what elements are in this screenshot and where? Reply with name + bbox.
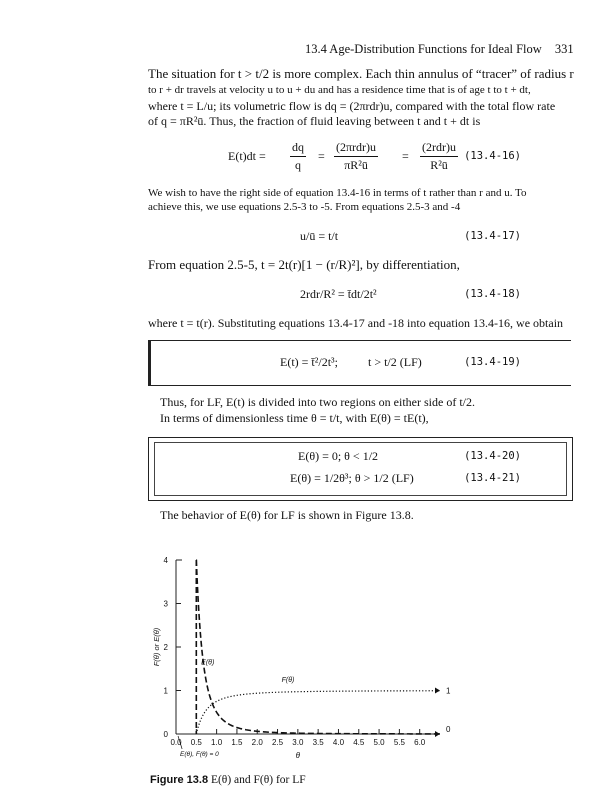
eq19-lhs: E(t) = t̄²/2t³;: [280, 355, 338, 369]
eq18-number: (13.4-18): [464, 288, 521, 300]
x-tick-label: 3.0: [292, 738, 304, 747]
eq17: u/ū = t/t: [300, 229, 339, 243]
x-tick-label: 6.0: [414, 738, 426, 747]
eq16-number: (13.4-16): [464, 150, 521, 162]
e-theta-curve: [196, 560, 440, 734]
y-tick-label: 2: [163, 643, 168, 652]
eq21: E(θ) = 1/2θ³; θ > 1/2 (LF): [290, 471, 414, 485]
eq16-lhs: E(t)dt =: [228, 149, 266, 163]
x-axis-label: θ: [295, 751, 301, 760]
x-tick-label: 0.5: [190, 738, 202, 747]
x-tick-label: 5.5: [393, 738, 405, 747]
eq16-eq2: =: [402, 149, 409, 163]
running-header: [305, 42, 574, 57]
para5-line1: Thus, for LF, E(t) is divided into two regions on either side of t/2.: [160, 395, 475, 409]
eq19-number: (13.4-19): [464, 356, 521, 368]
page-number: 331: [554, 42, 574, 56]
para2-line2: achieve this, we use equations 2.5-3 to -5. From equations 2.5-3 and -4: [148, 201, 461, 213]
eq19-condition: t > t/2 (LF): [368, 355, 422, 369]
e-arrowhead: [435, 731, 440, 737]
eq16-fraction-1: [290, 140, 306, 173]
f-theta-curve: [196, 691, 440, 734]
x-tick-label: 5.0: [373, 738, 385, 747]
para5-line2: In terms of dimensionless time θ = t/t, with E(θ) = tE(t),: [160, 411, 429, 425]
figure-caption-label: Figure 13.8: [150, 774, 209, 786]
x-tick-label: 1.5: [231, 738, 243, 747]
x-tick-label: 4.5: [353, 738, 365, 747]
x-tick-label: 1.0: [211, 738, 223, 747]
f-theta-label: F(θ): [281, 676, 295, 684]
para1-line3: where t = L/u; its volumetric flow is dq = (2πrdr)u, compared with the total flow rate: [148, 99, 556, 113]
eq16-f3-den: R²ū: [430, 158, 448, 172]
para4: where t = t(r). Substituting equations 13.4-17 and -18 into equation 13.4-16, we obtain: [148, 316, 564, 330]
eq16-f2-num: (2πrdr)u: [336, 140, 377, 154]
para2-line1: We wish to have the right side of equation 13.4-16 in terms of t rather than r and u. To: [148, 187, 527, 199]
eq16-fraction-2: [334, 140, 378, 173]
y-tick-label: 0: [163, 730, 168, 739]
eq16-eq: =: [318, 149, 325, 163]
x-tick-label: 4.0: [332, 738, 345, 747]
f-arrowhead: [435, 688, 440, 694]
f-limit-label: 1: [446, 686, 451, 696]
eq16-f1-num: dq: [292, 140, 304, 154]
para6: The behavior of E(θ) for LF is shown in Figure 13.8.: [160, 508, 414, 522]
y-tick-label: 4: [163, 556, 168, 565]
para1-line1: The situation for t > t/2 is more complex. Each thin annulus of “tracer” of radius r: [148, 66, 574, 81]
eq17-number: (13.4-17): [464, 230, 521, 242]
header-section: 13.4 Age-Distribution Functions for Ideal Flow: [305, 42, 542, 56]
eq16-f2-den: πR²ū: [344, 158, 368, 172]
eq16-f1-den: q: [295, 158, 301, 172]
eq16-f3-num: (2rdr)u: [422, 140, 456, 154]
y-tick-label: 1: [163, 686, 168, 696]
eq18: 2rdr/R² = t̄dt/2t²: [300, 287, 377, 301]
y-tick-label: 3: [163, 599, 168, 609]
eq20: E(θ) = 0; θ < 1/2: [298, 449, 379, 463]
e-theta-label: E(θ): [201, 659, 215, 667]
x-tick-label: 2.5: [271, 738, 284, 747]
eq20-21-box: [148, 437, 573, 501]
eq21-number: (13.4-21): [464, 472, 521, 484]
para3: From equation 2.5-5, t = 2t(r)[1 − (r/R)²], by differentiation,: [148, 257, 460, 272]
eq20-number: (13.4-20): [464, 450, 521, 462]
para1-line2: to r + dr travels at velocity u to u + du and has a residence time that is of age t to t + dt,: [148, 84, 531, 96]
figure-caption-text: E(θ) and F(θ) for LF: [208, 774, 306, 786]
eq16-fraction-3: [420, 140, 458, 173]
x-tick-label: 2.0: [251, 738, 263, 747]
figure-13-8-chart: [150, 550, 470, 770]
x-tick-label: 3.5: [312, 738, 324, 747]
zero-region-label: E(θ), F(θ) = 0: [180, 751, 219, 758]
e-limit-label: 0: [446, 725, 451, 734]
x-tick-label: 0.0: [170, 738, 182, 747]
figure-caption: [150, 774, 306, 786]
y-axis-label: F(θ) or E(θ): [152, 627, 161, 667]
para1-line4: of q = πR²ū. Thus, the fraction of fluid leaving between t and t + dt is: [148, 114, 481, 128]
